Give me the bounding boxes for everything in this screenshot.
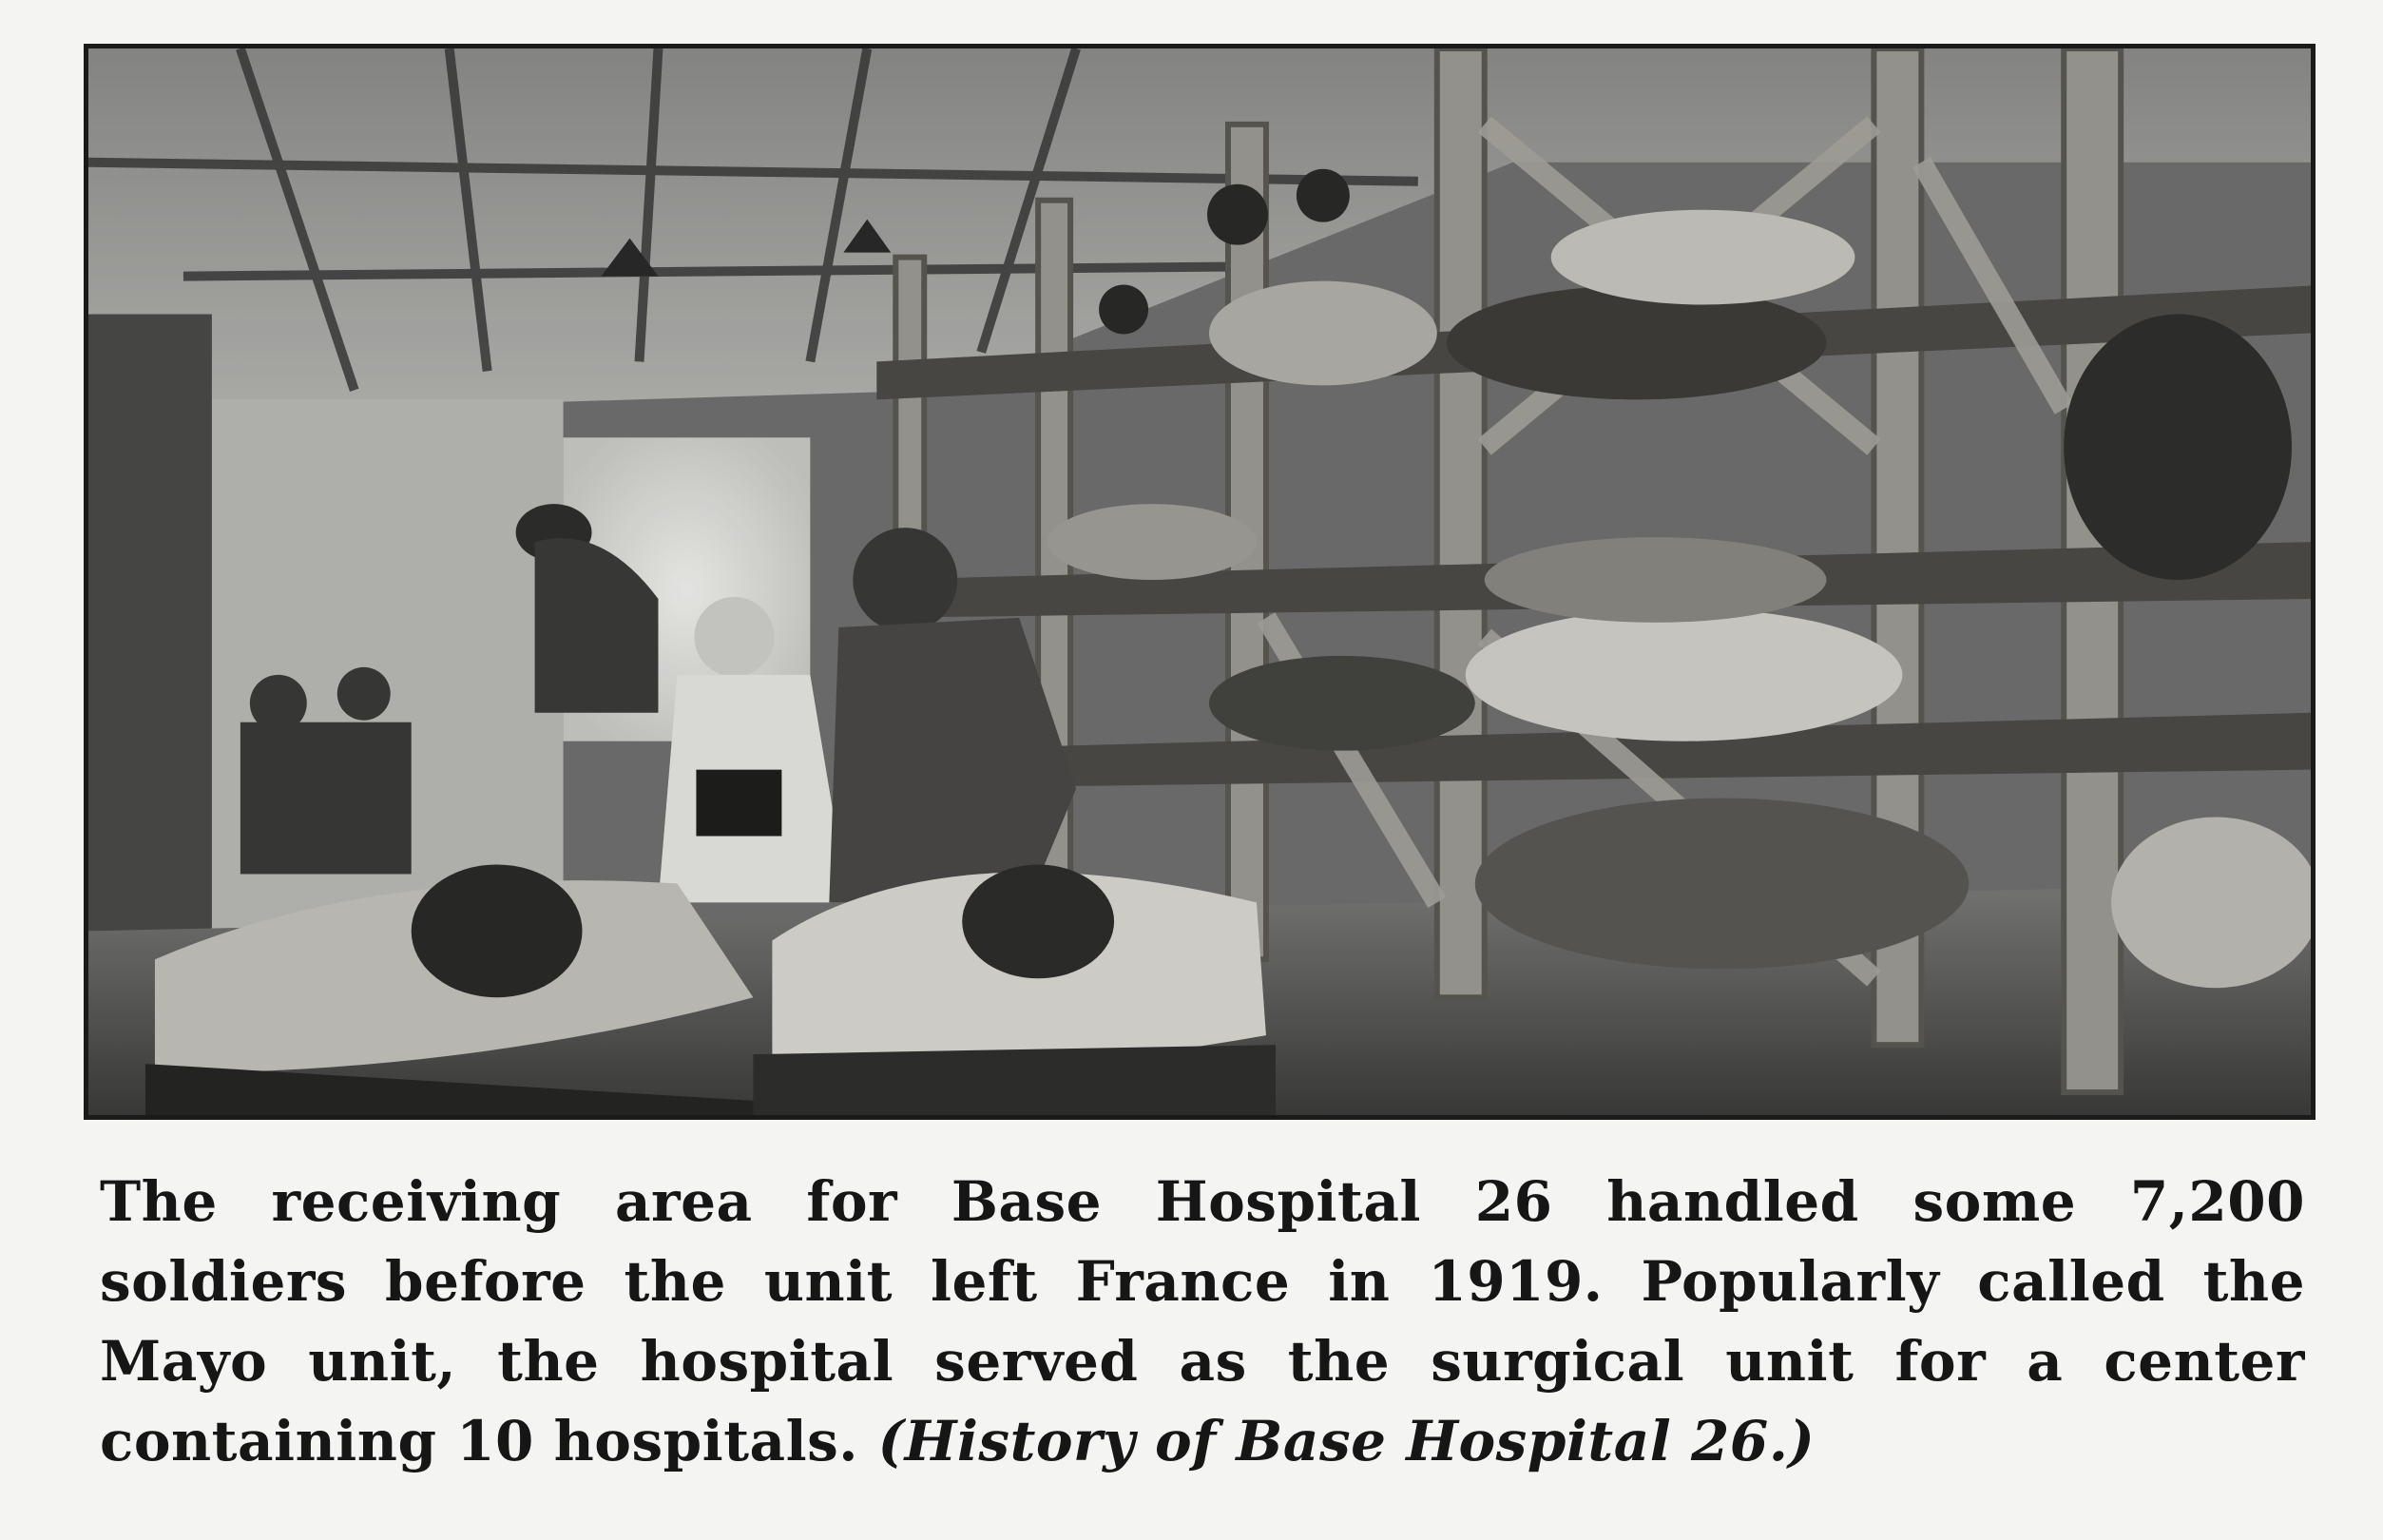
hospital-ward-photograph: [84, 44, 2316, 1120]
source-credit: (History of Base Hospital 26.): [877, 1409, 1816, 1473]
caption-line-2: soldiers before the unit left France in 1919. Popularly called the: [100, 1249, 2305, 1314]
photo-illustration: [88, 48, 2311, 1115]
caption-line-3: Mayo unit, the hospital served as the surgical unit for a center: [100, 1329, 2305, 1394]
caption-line-4: [100, 1401, 2305, 1481]
photo-caption: [100, 1162, 2305, 1481]
caption-line-4-text: containing 10 hospitals.: [100, 1409, 858, 1473]
caption-line-1: The receiving area for Base Hospital 26 handled some 7,200: [100, 1169, 2305, 1234]
